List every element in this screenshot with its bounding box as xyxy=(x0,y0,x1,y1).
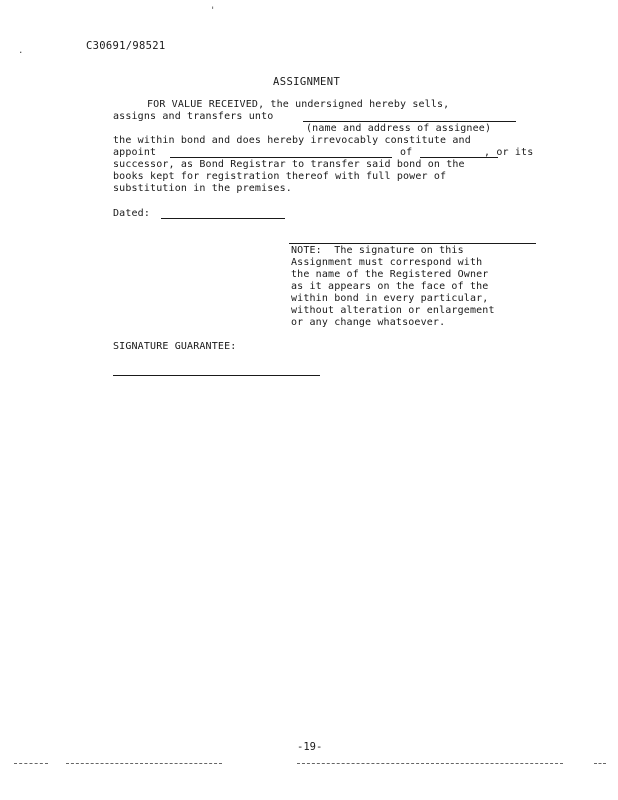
note-line-7: or any change whatsoever. xyxy=(291,317,446,328)
assignee-caption: (name and address of assignee) xyxy=(306,123,492,134)
body-line-3: the within bond and does hereby irrevocably constitute and xyxy=(113,135,471,146)
signature-guarantee-label: SIGNATURE GUARANTEE: xyxy=(113,341,237,352)
body-line-5: successor, as Bond Registrar to transfer said bond on the xyxy=(113,159,465,170)
note-line-4: as it appears on the face of the xyxy=(291,281,489,292)
body-line-4-its: , or its xyxy=(484,147,534,158)
note-line-1: NOTE: The signature on this xyxy=(291,245,464,256)
note-line-3: the name of the Registered Owner xyxy=(291,269,489,280)
appointee-blank-line xyxy=(170,157,392,158)
document-title: ASSIGNMENT xyxy=(273,76,341,88)
body-line-2: assigns and transfers unto xyxy=(113,111,274,122)
scan-edge-artifact xyxy=(297,763,563,764)
dated-label: Dated: xyxy=(113,208,151,219)
scan-edge-artifact xyxy=(594,763,606,764)
body-line-4-of: of xyxy=(400,147,413,158)
note-line-2: Assignment must correspond with xyxy=(291,257,483,268)
signature-guarantee-line xyxy=(113,375,320,376)
body-line-1: FOR VALUE RECEIVED, the undersigned hereby sells, xyxy=(147,99,450,110)
scan-speck: ' xyxy=(210,6,216,16)
page-number: -19- xyxy=(297,741,323,753)
dated-blank-line xyxy=(161,218,285,219)
scan-edge-artifact xyxy=(14,763,48,764)
scan-speck: . xyxy=(18,46,24,56)
scan-edge-artifact xyxy=(66,763,222,764)
body-line-4-appoint: appoint xyxy=(113,147,157,158)
note-line-6: without alteration or enlargement xyxy=(291,305,495,316)
document-number: C30691/98521 xyxy=(86,40,166,52)
body-line-7: substitution in the premises. xyxy=(113,183,292,194)
assignee-blank-line xyxy=(303,121,516,122)
signature-line xyxy=(289,243,536,244)
body-line-6: books kept for registration thereof with full power of xyxy=(113,171,447,182)
note-line-5: within bond in every particular, xyxy=(291,293,489,304)
